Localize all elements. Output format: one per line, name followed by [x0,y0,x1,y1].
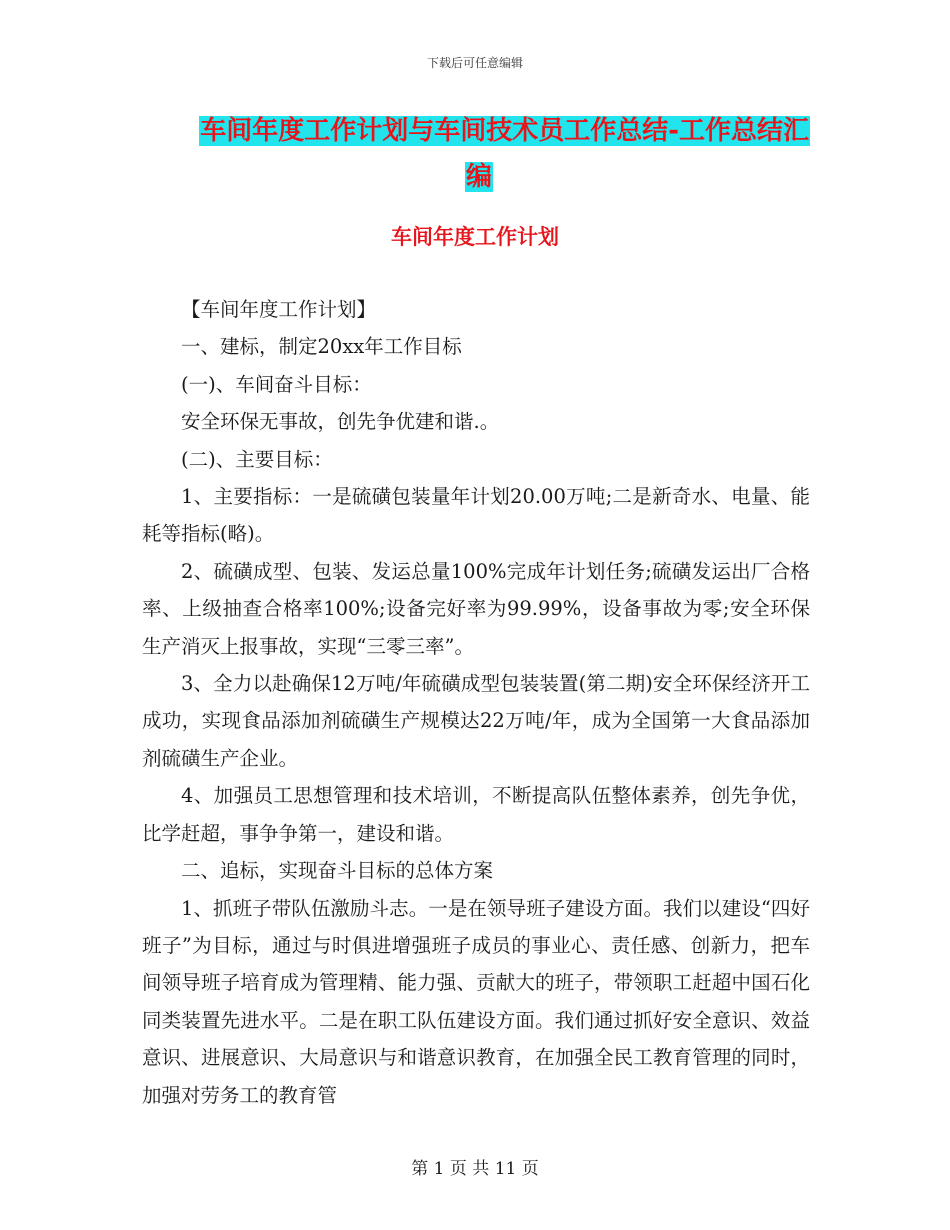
paragraph: 3、全力以赴确保12万吨/年硫磺成型包装装置(第二期)安全环保经济开工成功，实现食品添加剂硫磺生产规模达22万吨/年，成为全国第一大食品添加剂硫磺生产企业。 [142,672,810,770]
paragraph: 安全环保无事故，创先争优建和谐.。 [181,410,500,434]
paragraph: 二、追标，实现奋斗目标的总体方案 [181,859,494,883]
paragraph: 1、抓班子带队伍激励斗志。一是在领导班子建设方面。我们以建设“四好班子”为目标，通过与时俱进增强班子成员的事业心、责任感、创新力，把车间领导班子培育成为管理精、能力强、贡献大的班子，带领职工赶超中国石化同类装置先进水平。二是在职工队伍建设方面。我们通过抓好安全意识、效益意识、进展意识、大局意识与和谐意识教育，在加强全民工教育管理的同时，加强对劳务工的教育管 [142,896,810,1107]
paragraph: (二)、主要目标： [181,447,333,471]
title-highlight-2: 编 [465,162,492,192]
paragraph: 【车间年度工作计划】 [181,298,377,321]
paragraph: 2、硫磺成型、包装、发运总量100%完成年计划任务;硫磺发运出厂合格率、上级抽查合格率100%;设备完好率为99.99%，设备事故为零;安全环保生产消灭上报事故，实现“三零三率”。 [142,559,810,658]
paragraph: 一、建标，制定20xx年工作目标 [181,335,462,359]
document-title [140,108,810,200]
title-highlight-1: 车间年度工作计划与车间技术员工作总结-工作总结汇 [200,116,809,146]
document-title-line-2 [140,154,810,200]
section-title: 车间年度工作计划 [391,225,559,249]
page-number-footer: 第 1 页 共 11 页 [411,1159,539,1179]
paragraph: 1、主要指标：一是硫磺包装量年计划20.00万吨;二是新奇水、电量、能耗等指标(略)。 [142,485,810,546]
page-header-note: 下载后可任意编辑 [426,56,523,70]
document-body [142,291,810,1114]
paragraph: (一)、车间奋斗目标： [181,372,372,396]
paragraph: 4、加强员工思想管理和技术培训，不断提高队伍整体素养，创先争优，比学赶超，事争争第一，建设和谐。 [142,784,810,845]
document-title-line-1 [140,108,810,154]
